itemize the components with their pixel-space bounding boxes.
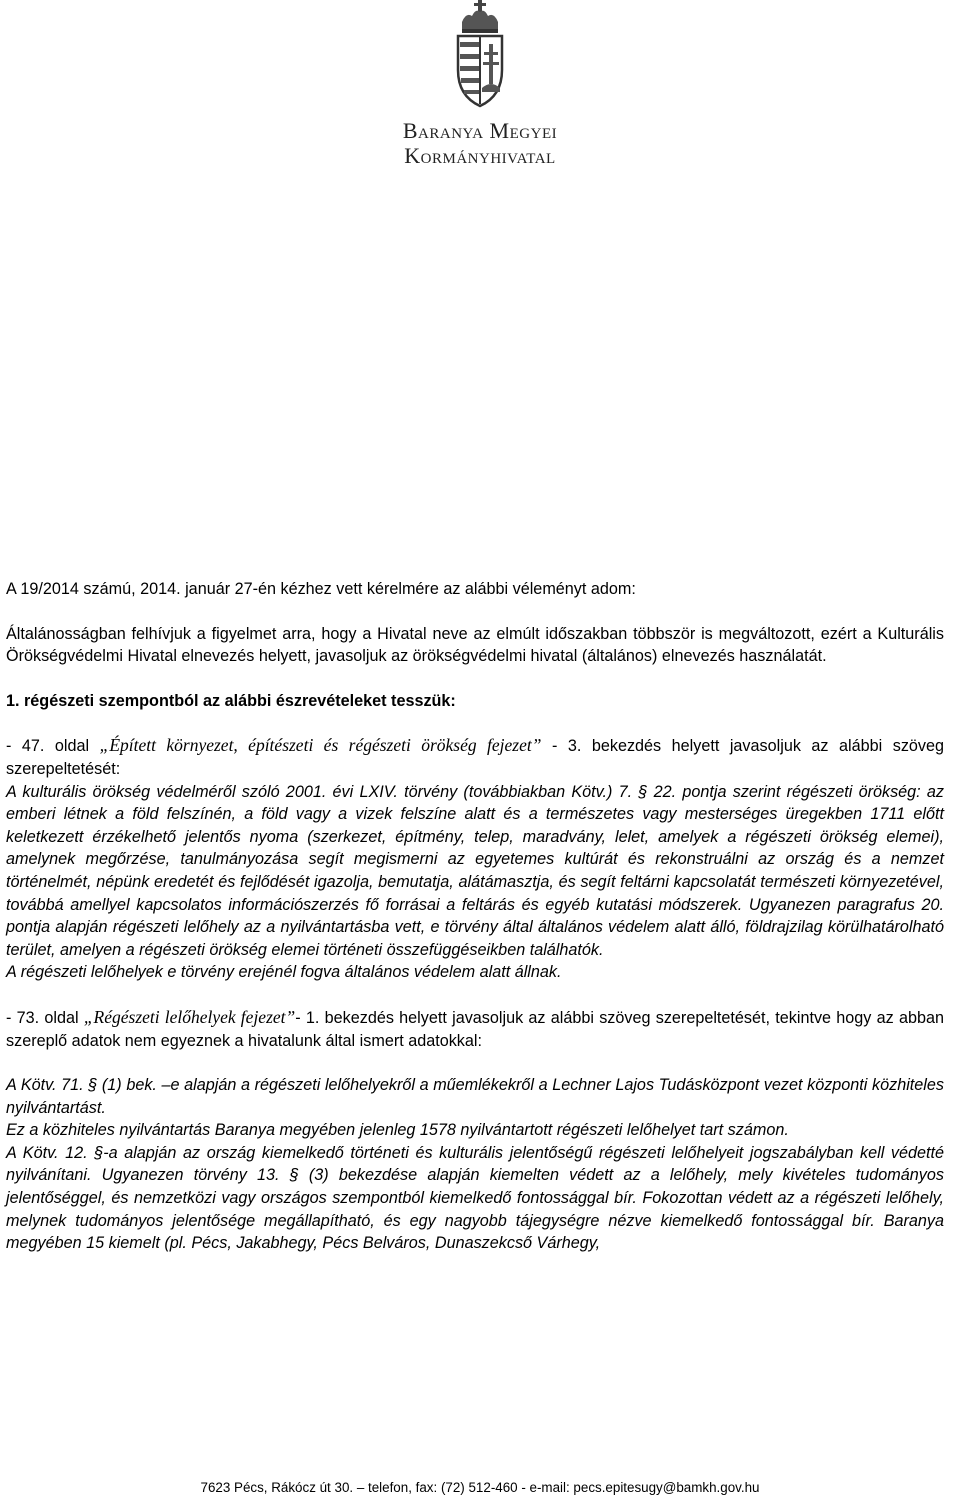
item1-prefix: - 47. oldal xyxy=(6,737,100,756)
item1-text: A kulturális örökség védelméről szóló 2001. évi LXIV. törvény (továbbiakban Kötv.) 7. § 22. pontja szerint régészeti örökség: az emberi létnek a föld felszínén, a föld vagy a vizek felszíne alatt és a természetes vagy mesterséges üregekben 1711 előtt keletkezett érzékelhető jelentős nyoma (szerkezet, építmény, telep, maradvány, lelet, amelyek a régészeti örökség elemei), amelynek megőrzése, tanulmányozása segít megismerni az egyetemes kultúrát és rekonstruálni az ország és a nemzet történelmét, népünk eredetét és fejlődését igazolja, bemutatja, alátámasztja, és segít feltárni kapcsolatát természeti környezetével, továbbá amellyel kapcsolatos információszerzés fő forrásai a feltárás és egyéb kutatási módszerek. Ugyanezen paragrafus 20. pontja alapján régészeti lelőhely az a nyilvántartásba vett, e törvény által általános védelem alatt álló, földrajzilag körülhatárolható terület, amelyen a régészeti örökség elemei történeti összefüggéseikben találhatók. xyxy=(6,782,944,959)
item1-last: A régészeti lelőhelyek e törvény erejénél fogva általános védelem alatt állnak. xyxy=(6,963,562,982)
coat-of-arms-icon xyxy=(452,0,508,110)
item2-suffix: - 1. bekezdés helyett javasoljuk az alábbi szöveg szerepeltetését, tekintve hogy az abban szereplő adatok nem egyeznek a hivatalunk által ismert adatokkal: xyxy=(6,1008,944,1050)
letterhead xyxy=(0,0,960,175)
item2-text-3: A Kötv. 12. §-a alapján az ország kiemelkedő történeti és kulturális jelentőségű régészeti lelőhelyeit jogszabályban kell védetté nyilvánítani. Ugyanezen törvény 13. § (3) bekezdése alapján kiemelten védett az a lelőhely, mely kivételes tudományos jelentőséggel, és nemzetközi vagy országos szempontból kiemelkedő fontossággal bír. Fokozottan védett az a régészeti lelőhely, melynek tudományos jelentősége megállapítható, és egy nagyobb tájegységre nézve kiemelkedő fontossággal bír. Baranya megyében 15 kiemelt (pl. Pécs, Jakabhegy, Pécs Belváros, Dunaszekcső Várhegy, xyxy=(6,1143,944,1253)
general-paragraph: Általánosságban felhívjuk a figyelmet arra, hogy a Hivatal neve az elmúlt időszakban többször is megváltozott, ezért a Kulturális Örökségvédelmi Hivatal elnevezés helyett, javasoljuk az örökségvédelmi hivatal (általános) elnevezés használatát. xyxy=(6,624,944,666)
org-line-1: Baranya Megyei xyxy=(402,118,558,143)
organization-name xyxy=(0,118,960,168)
item2-intro xyxy=(6,1006,944,1052)
org-line-2: Kormányhivatal xyxy=(404,143,556,168)
letter-body xyxy=(6,578,944,1255)
item1-suffix: - 3. bekezdés helyett javasoljuk az alábbi szöveg szerepeltetését: xyxy=(6,737,945,778)
section-heading: 1. régészeti szempontból az alábbi észrevételeket tesszük: xyxy=(6,691,456,710)
item1-intro xyxy=(6,734,944,780)
footer-address: 7623 Pécs, Rákócz út 30. – telefon, fax: (72) 512-460 - e-mail: pecs.epitesugy@bamkh.gov.hu xyxy=(200,1480,760,1495)
intro-paragraph: A 19/2014 számú, 2014. január 27-én kézhez vett kérelmére az alábbi véleményt adom: xyxy=(6,580,636,598)
item2-text-1: A Kötv. 71. § (1) bek. –e alapján a régészeti lelőhelyekről a műemlékekről a Lechner Lajos Tudásközpont vezet központi közhiteles nyilvántartást. xyxy=(6,1076,944,1117)
item1-quote: „Épített környezet, építészeti és régészeti örökség fejezet” xyxy=(99,735,542,756)
item2-quote: „Régészeti lelőhelyek fejezet” xyxy=(83,1006,296,1027)
item2-text-2: Ez a közhiteles nyilvántartás Baranya megyében jelenleg 1578 nyilvántartott régészeti lelőhelyet tart számon. xyxy=(6,1121,789,1140)
item2-prefix: - 73. oldal xyxy=(6,1008,84,1027)
